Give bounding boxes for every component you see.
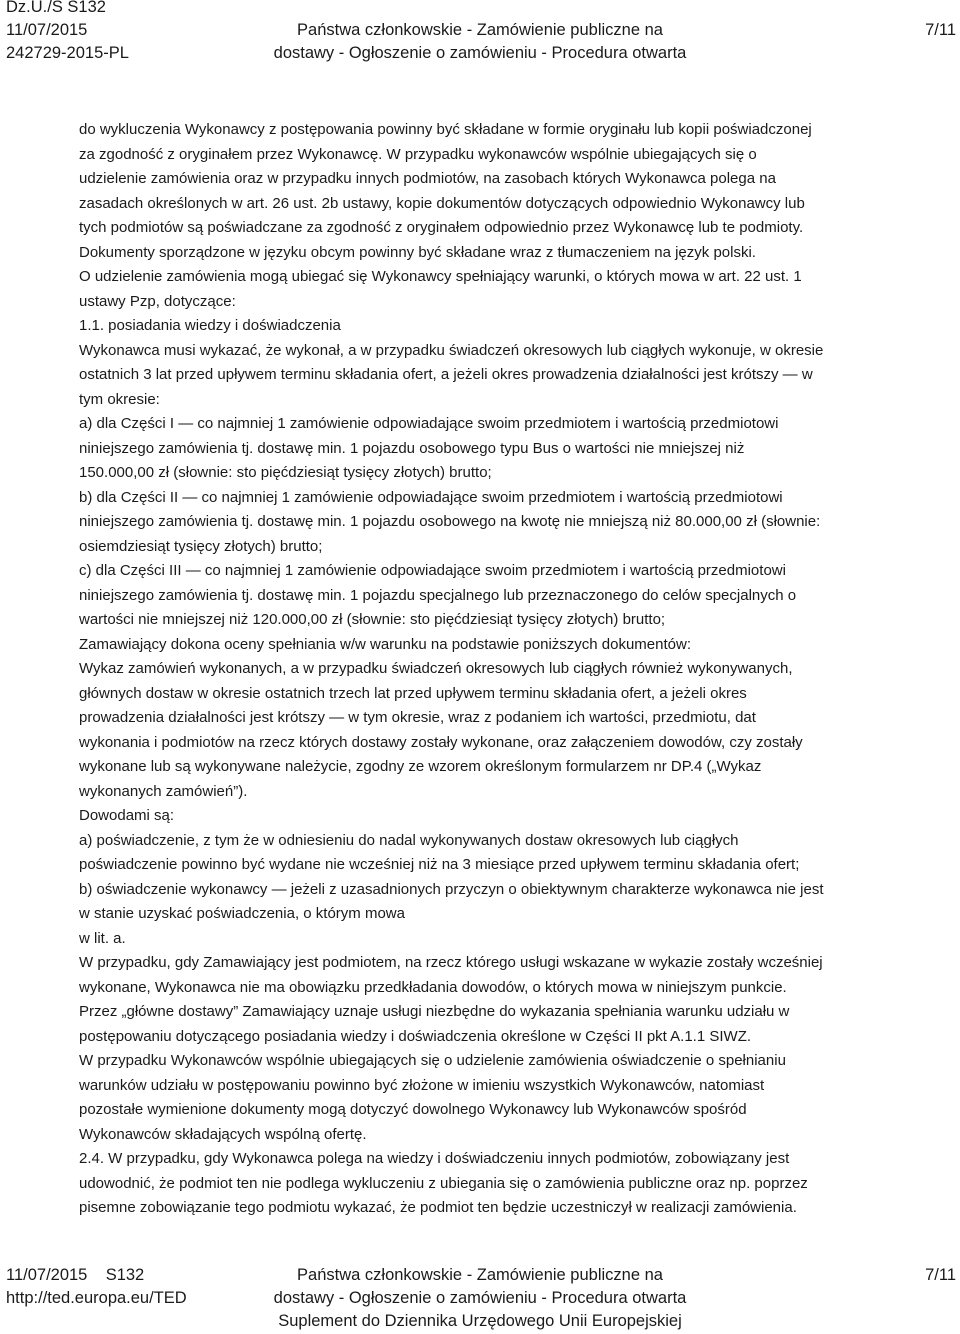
- body-line: ostatnich 3 lat przed upływem terminu składania ofert, a jeżeli okres prowadzenia działalności jest krótszy — w: [79, 366, 813, 383]
- body-line: wykonania i podmiotów na rzecz których dostawy zostały wykonane, oraz załączeniem dowodów, czy zostały: [79, 733, 803, 751]
- body-line: udowodnić, że podmiot ten nie podlega wykluczeniu z ubiegania się o zamówienia publiczne oraz np. poprzez: [79, 1174, 808, 1192]
- footer-date-series: 11/07/2015 S132: [6, 1266, 145, 1284]
- body-line: wykonanych zamówień”).: [79, 782, 248, 800]
- body-line: W przypadku Wykonawców wspólnie ubiegających się o udzielenie zamówienia oświadczenie o spełnianiu: [79, 1052, 786, 1069]
- body-line: głównych dostaw w okresie ostatnich trzech lat przed upływem terminu składania ofert, a jeżeli okres: [79, 684, 747, 702]
- body-line: 2.4. W przypadku, gdy Wykonawca polega na wiedzy i doświadczeniu innych podmiotów, zobowiązany jest: [79, 1150, 790, 1167]
- body-line: wykonane, Wykonawca nie ma obowiązku przedkładania dowodów, o których mowa w niniejszym punkcie.: [79, 978, 787, 996]
- body-line: ustawy Pzp, dotyczące:: [79, 292, 236, 310]
- body-line: zasadach określonych w art. 26 ust. 2b ustawy, kopie dokumentów dotyczących odpowiednio Wykonawcy lub: [79, 194, 805, 212]
- body-line: w stanie uzyskać poświadczenia, o którym mowa: [79, 905, 405, 922]
- body-line: niniejszego zamówienia tj. dostawę min. 1 pojazdu osobowego typu Bus o wartości nie mniejszej niż: [79, 439, 745, 457]
- body-line: Wykonawców składających wspólną ofertę.: [79, 1125, 367, 1143]
- body-line: a) poświadczenie, z tym że w odniesieniu do nadal wykonywanych dostaw okresowych lub ciągłych: [79, 831, 739, 849]
- header-notice-number: 242729-2015-PL: [6, 44, 129, 62]
- body-line: 1.1. posiadania wiedzy i doświadczenia: [79, 317, 341, 334]
- body-line: Wykonawca musi wykazać, że wykonał, a w przypadku świadczeń okresowych lub ciągłych wykonuje, w okresie: [79, 341, 824, 359]
- footer-title-line-2: dostawy - Ogłoszenie o zamówieniu - Procedura otwarta: [273, 1289, 687, 1307]
- body-line: pozostałe wymienione dokumenty mogą dotyczyć dowolnego Wykonawcy lub Wykonawców spośród: [79, 1101, 747, 1118]
- header-title-line-1: Państwa członkowskie - Zamówienie publiczne na: [297, 21, 663, 39]
- header-date: 11/07/2015: [6, 21, 88, 39]
- body-line: postępowaniu dotyczącego posiadania wiedzy i doświadczenia określone w Części II pkt A.1.1 SIWZ.: [79, 1027, 752, 1045]
- body-line: W przypadku, gdy Zamawiający jest podmiotem, na rzecz którego usługi wskazane w wykazie zostały wcześniej: [79, 954, 823, 971]
- body-line: b) dla Części II — co najmniej 1 zamówienie odpowiadające swoim przedmiotem i wartością przedmiotowi: [79, 488, 783, 506]
- body-line: Przez „główne dostawy” Zamawiający uznaje usługi niezbędne do wykazania spełniania warunku udziału w: [79, 1003, 790, 1020]
- header-title: [0, 0, 960, 65]
- body-line: tych podmiotów są poświadczane za zgodność z oryginałem odpowiednio przez Wykonawcę lub te podmioty.: [79, 219, 804, 236]
- body-line: Zamawiający dokona oceny spełniania w/w warunku na podstawie poniższych dokumentów:: [79, 635, 691, 653]
- footer-url[interactable]: http://ted.europa.eu/TED: [6, 1289, 187, 1307]
- body-line: osiemdziesiąt tysięcy złotych) brutto;: [79, 537, 323, 555]
- header-page-number: [925, 0, 956, 42]
- body-line: wartości nie mniejszej niż 120.000,00 zł (słownie: sto pięćdziesiąt tysięcy złotych) brutto;: [79, 611, 666, 628]
- footer-page: 7/11: [925, 1266, 956, 1284]
- body-line: poświadczenie powinno być wydane nie wcześniej niż na 3 miesiące przed upływem terminu składania ofert;: [79, 856, 800, 873]
- footer-title-line-1: Państwa członkowskie - Zamówienie publiczne na: [297, 1266, 663, 1284]
- body-line: pisemne zobowiązanie tego podmiotu wykazać, że podmiot ten będzie uczestniczył w realizacji zamówienia.: [79, 1199, 797, 1216]
- footer-page-number: [925, 1264, 956, 1287]
- body-line: prowadzenia działalności jest krótszy — w tym okresie, wraz z podaniem ich wartości, przedmiotu, dat: [79, 709, 756, 726]
- body-line: Wykaz zamówień wykonanych, a w przypadku świadczeń okresowych lub ciągłych również wykonywanych,: [79, 660, 793, 677]
- body-line: do wykluczenia Wykonawcy z postępowania powinny być składane w formie oryginału lub kopii poświadczonej: [79, 121, 812, 138]
- body-line: udzielenie zamówienia oraz w przypadku innych podmiotów, na zasobach których Wykonawca polega na: [79, 170, 776, 187]
- footer-title: [0, 1264, 960, 1333]
- header-title-line-2: dostawy - Ogłoszenie o zamówieniu - Procedura otwarta: [273, 44, 687, 62]
- header-page: 7/11: [925, 21, 956, 39]
- body-line: niniejszego zamówienia tj. dostawę min. 1 pojazdu osobowego na kwotę nie mniejszą niż 80.000,00 zł (słownie:: [79, 513, 821, 530]
- body-line: wykonane lub są wykonywane należycie, zgodny ze wzorem określonym formularzem nr DP.4 („Wykaz: [79, 758, 762, 775]
- body-line: a) dla Części I — co najmniej 1 zamówienie odpowiadające swoim przedmiotem i wartością przedmiotowi: [79, 415, 779, 432]
- body-line: za zgodność z oryginałem przez Wykonawcę. W przypadku wykonawców wspólnie ubiegających się o: [79, 145, 757, 163]
- body-line: niniejszego zamówienia tj. dostawę min. 1 pojazdu specjalnego lub przeznaczonego do celów specjalnych o: [79, 586, 797, 604]
- body-line: w lit. a.: [79, 929, 126, 947]
- header-journal-ref: Dz.U./S S132: [6, 0, 106, 16]
- body-line: 150.000,00 zł (słownie: sto pięćdziesiąt tysięcy złotych) brutto;: [79, 464, 492, 481]
- body-line: tym okresie:: [79, 390, 160, 408]
- body-line: c) dla Części III — co najmniej 1 zamówienie odpowiadające swoim przedmiotem i wartością przedmiotowi: [79, 562, 786, 579]
- notice-body-text: [79, 118, 959, 1221]
- body-line: Dokumenty sporządzone w języku obcym powinny być składane wraz z tłumaczeniem na język polski.: [79, 243, 756, 261]
- footer-supplement: Suplement do Dziennika Urzędowego Unii Europejskiej: [278, 1312, 682, 1330]
- body-line: warunków udziału w postępowaniu powinno być złożone w imieniu wszystkich Wykonawców, natomiast: [79, 1076, 765, 1094]
- body-line: b) oświadczenie wykonawcy — jeżeli z uzasadnionych przyczyn o obiektywnym charakterze wykonawca nie jest: [79, 880, 824, 898]
- body-line: Dowodami są:: [79, 807, 175, 824]
- body-line: O udzielenie zamówienia mogą ubiegać się Wykonawcy spełniający warunki, o których mowa w art. 22 ust. 1: [79, 268, 802, 285]
